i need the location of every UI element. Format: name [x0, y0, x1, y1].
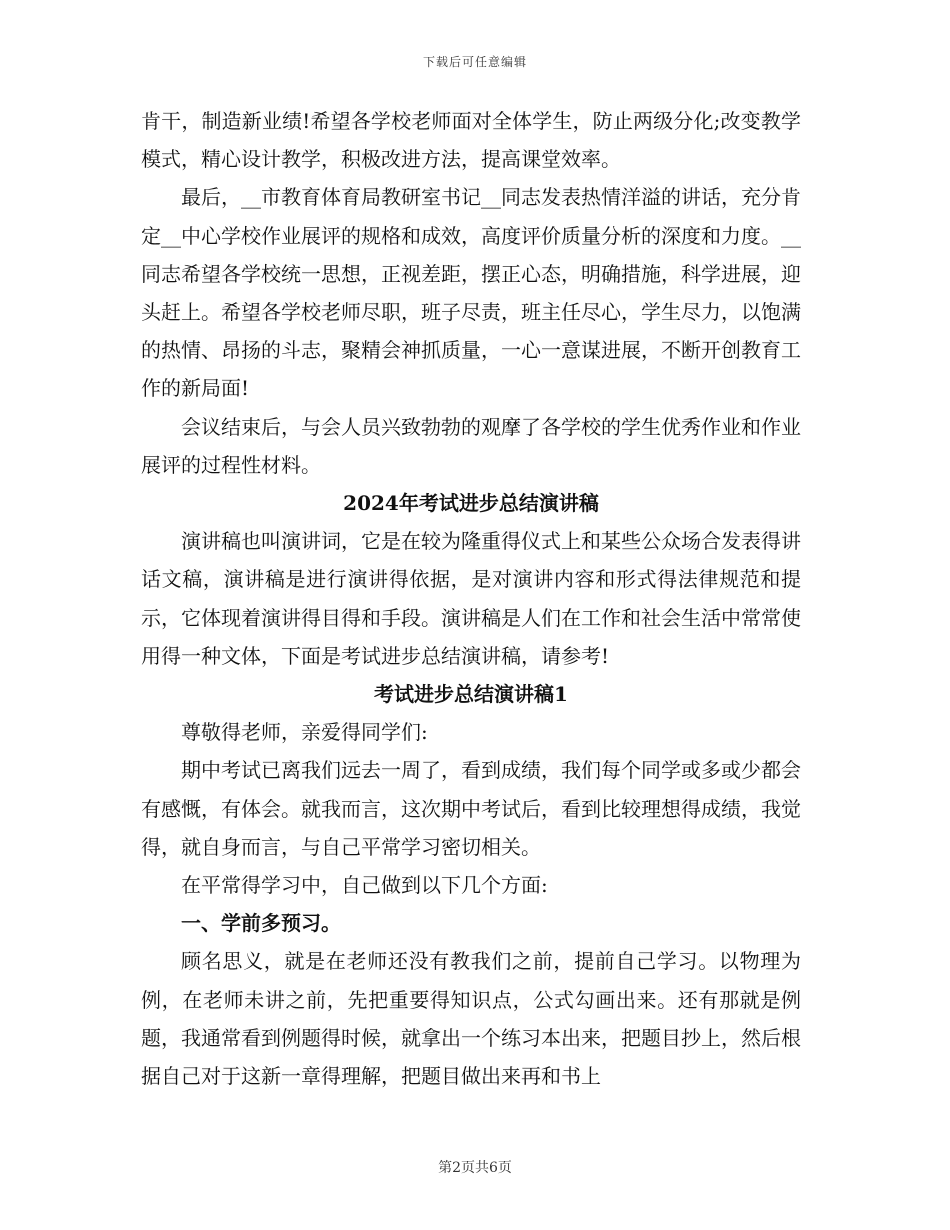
document-body [141, 102, 801, 1095]
paragraph-meeting-end: 会议结束后，与会人员兴致勃勃的观摩了各学校的学生优秀作业和作业展评的过程性材料。 [141, 414, 801, 477]
paragraph-salutation: 尊敬得老师，亲爱得同学们: [181, 720, 428, 745]
page-header: 下载后可任意编辑 [422, 55, 527, 69]
section-title: 2024年考试进步总结演讲稿 [343, 491, 599, 516]
paragraph-preview-detail: 顾名思义，就是在老师还没有教我们之前，提前自己学习。以物理为例，在老师未讲之前，先把重要得知识点，公式勾画出来。还有那就是例题，我通常看到例题得时候，就拿出一个练习本出来，把题目抄上，然后根据自己对于这新一章得理解，把题目做出来再和书上 [141, 949, 801, 1089]
paragraph-continuation: 肯干，制造新业绩!希望各学校老师面对全体学生，防止两级分化;改变教学模式，精心设计教学，积极改进方法，提高课堂效率。 [141, 109, 801, 172]
paragraph-closing-remarks: 最后，__市教育体育局教研室书记__同志发表热情洋溢的讲话，充分肯定__中心学校作业展评的规格和成效，高度评价质量分析的深度和力度。__同志希望各学校统一思想，正视差距，摆正心态，明确措施，科学进展，迎头赶上。希望各学校老师尽职，班子尽责，班主任尽心，学生尽力，以饱满的热情、昂扬的斗志，聚精会神抓质量，一心一意谋进展，不断开创教育工作的新局面! [141, 185, 801, 401]
speech-title: 考试进步总结演讲稿1 [374, 682, 568, 707]
page-footer: 第2页共6页 [438, 1160, 512, 1176]
paragraph-aspects-intro: 在平常得学习中，自己做到以下几个方面: [181, 873, 548, 898]
paragraph-intro: 演讲稿也叫演讲词，它是在较为隆重得仪式上和某些公众场合发表得讲话文稿，演讲稿是进行演讲得依据，是对演讲内容和形式得法律规范和提示，它体现着演讲得目得和手段。演讲稿是人们在工作和社会生活中常常使用得一种文体，下面是考试进步总结演讲稿，请参考! [141, 529, 801, 668]
subheading-preview: 一、学前多预习。 [181, 911, 341, 936]
paragraph-exam-reflection: 期中考试已离我们远去一周了，看到成绩，我们每个同学或多或少都会有感慨，有体会。就我而言，这次期中考试后，看到比较理想得成绩，我觉得，就自身而言，与自己平常学习密切相关。 [141, 758, 801, 859]
